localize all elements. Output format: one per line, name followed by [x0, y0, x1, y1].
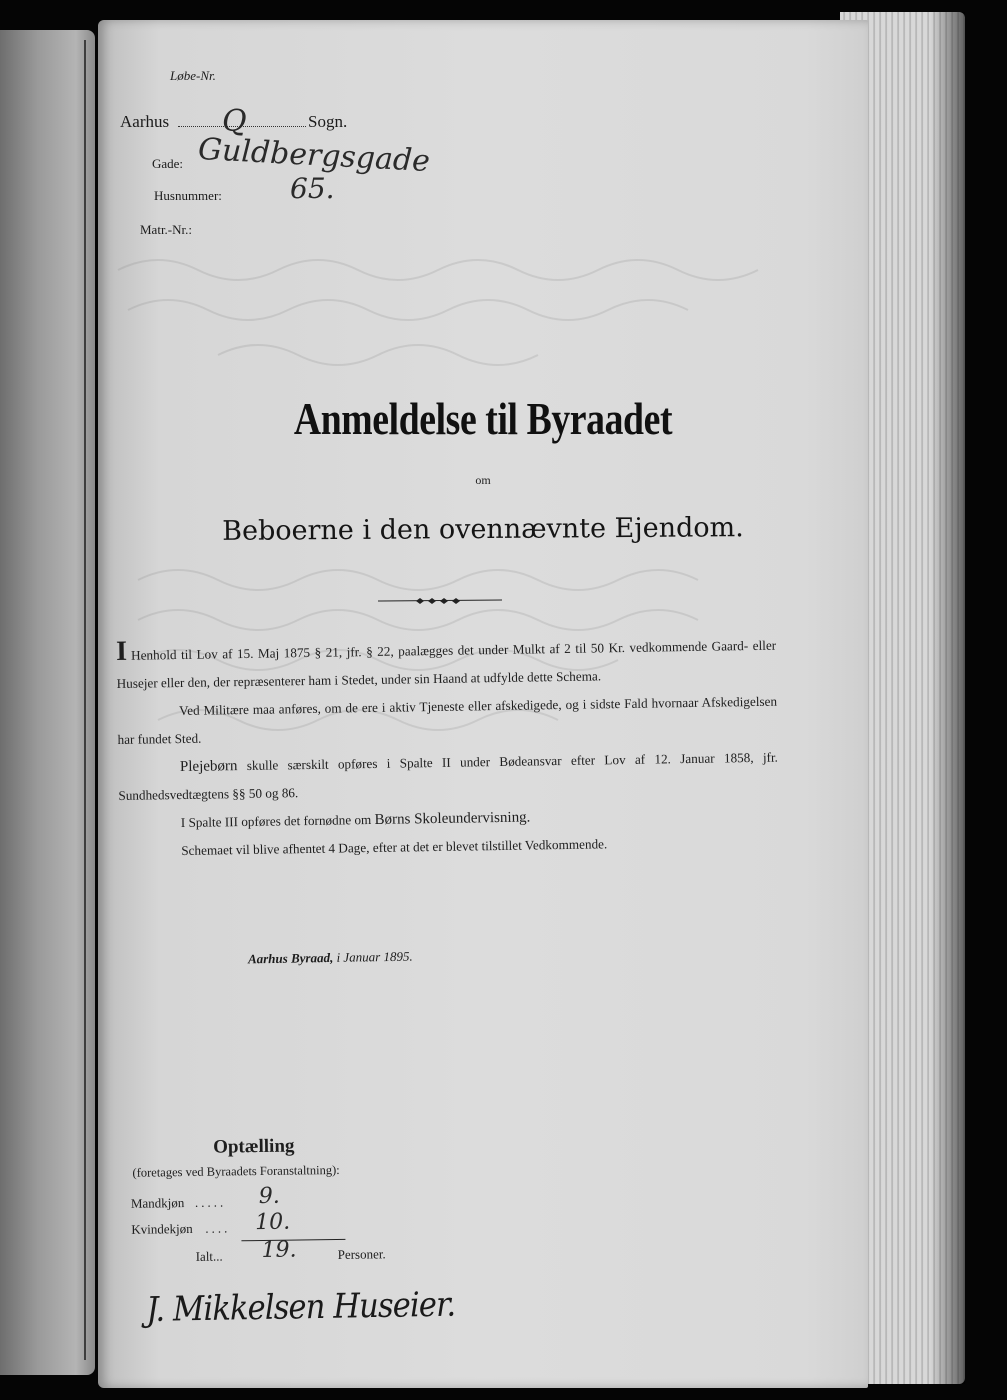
sogn-label: Sogn.: [308, 112, 348, 131]
instruction-paragraph: [117, 688, 778, 754]
mandkjon-label: Mandkjøn: [130, 1195, 185, 1211]
husnummer-value: 65.: [290, 172, 335, 205]
instruction-text: Henhold til Lov af 15. Maj 1875 § 21, jfr. § 22, paalægges det under Mulkt af 2 til 50 Kr. vedkommende Gaard- eller Husejer eller den, der repræsenterer ham i Stedet, under sin Haand at udfylde dette Schema.: [116, 637, 777, 691]
count-note: (foretages ved Byraadets Foranstaltning):: [132, 1162, 340, 1180]
ialt-label: Ialt...: [195, 1248, 223, 1264]
dot-leader: .....: [194, 1194, 227, 1210]
kvindekjon-value: 10.: [255, 1209, 291, 1236]
instructions: [116, 632, 779, 866]
form-subtitle: Beboerne i den ovennævnte Ejendom.: [222, 512, 744, 547]
sogn-value: Q: [222, 104, 247, 139]
mandkjon-value: 9.: [258, 1183, 281, 1210]
husnummer-label: Husnummer:: [154, 188, 222, 203]
title-connector: om: [475, 473, 491, 487]
kvindekjon-label: Kvindekjøn: [131, 1220, 193, 1237]
instruction-paragraph: [116, 632, 777, 698]
count-heading: Optælling: [212, 1135, 295, 1158]
lobe-nr-label: Løbe-Nr.: [170, 68, 216, 83]
ialt-value: 19.: [261, 1237, 297, 1264]
gade-label: Gade:: [152, 156, 184, 171]
gade-value: Guldbergsgade: [197, 131, 431, 180]
aarhus-label: Aarhus: [120, 112, 170, 131]
issuer-line: [248, 949, 413, 968]
form-title: Anmeldelse til Byraadet: [293, 393, 673, 444]
instruction-text: Schemaet vil blive afhentet 4 Dage, efter at det er blevet tilstillet Vedkommende.: [181, 836, 608, 858]
instruction-text: Ved Militære maa anføres, om de ere i aktiv Tjeneste eller afskedigede, og i sidste Fald hvornaar Afskedigelsen har fundet Sted.: [117, 693, 778, 747]
instruction-text: I Spalte III opføres det fornødne om: [180, 812, 372, 831]
issuer-name: Aarhus Byraad,: [247, 949, 334, 967]
dot-leader: ....: [205, 1220, 231, 1236]
form-page: [98, 20, 868, 1388]
emphasis-text: Plejebørn: [179, 758, 238, 776]
ornament-divider: [378, 596, 502, 606]
page-shadow: [930, 12, 965, 1384]
drop-cap: I: [115, 635, 128, 667]
previous-page-edge: [0, 30, 95, 1375]
issuer-date: i Januar 1895.: [336, 948, 413, 965]
matr-nr-label: Matr.-Nr.:: [140, 222, 192, 237]
personer-label: Personer.: [337, 1246, 386, 1262]
instruction-paragraph: [118, 744, 779, 810]
owner-signature: J. Mikkelsen Huseier.: [146, 1284, 456, 1330]
instruction-text: skulle særskilt opføres i Spalte II under Bødeansvar efter Lov af 12. Januar 1858, jfr. Sundhedsvedtægtens §§ 50 og 86.: [118, 749, 779, 803]
page-rule: [84, 40, 86, 1360]
emphasis-text: Børns Skoleundervisning.: [374, 809, 531, 828]
